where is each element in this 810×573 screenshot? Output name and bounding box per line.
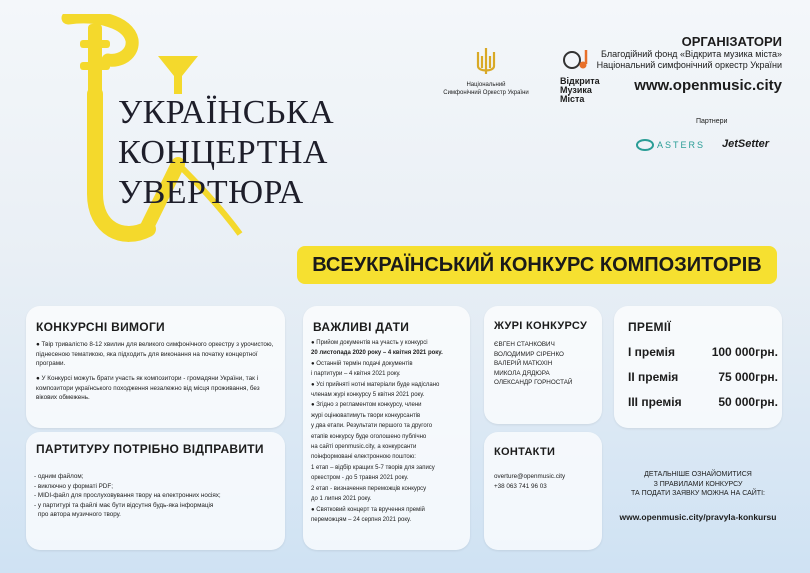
asters-name: ASTERS [657, 140, 706, 150]
details-url[interactable]: www.openmusic.city/pravyla-konkursu [619, 511, 777, 522]
contacts-email[interactable]: overture@openmusic.city [494, 473, 566, 480]
partners-label: Партнери [696, 118, 728, 125]
requirements-p1: ● Твір тривалістю 8-12 хвилин для великого симфонічного оркестру з урочистою, піднесеною тематикою, яка підходить для виконання на початку концертної програми. [36, 341, 274, 368]
date-line: до 1 липня 2021 року. [311, 496, 372, 503]
organizer-orchestra: Національний симфонічний оркестр України [596, 60, 782, 70]
requirements-heading: КОНКУРСНІ ВИМОГИ [36, 320, 165, 334]
score-heading: ПАРТИТУРУ ПОТРІБНО ВІДПРАВИТИ [36, 442, 264, 456]
organizer-fund: Благодійний фонд «Відкрита музика міста» [601, 49, 782, 59]
prizes-heading: ПРЕМІЇ [628, 320, 672, 334]
prize-amount: 75 000грн. [718, 370, 778, 384]
date-line: ● Усі прийняті нотні матеріали буде надіслано [311, 381, 440, 388]
score-item: - у партитурі та файлі має бути відсутня будь-яка інформація [34, 501, 214, 509]
overture-horn-graphic [28, 14, 258, 249]
prize-amount: 50 000грн. [718, 395, 778, 409]
date-line: поінформовані електронною поштою: [311, 454, 416, 461]
jury-heading: ЖУРІ КОНКУРСУ [494, 320, 588, 332]
date-line: і партитури – 4 квітня 2021 року. [311, 371, 401, 378]
score-card [26, 432, 285, 550]
date-line: етапів конкурсу буде оголошено публічно [311, 433, 427, 440]
orchestra-logo-line2: Симфонічний Оркестр України [443, 90, 529, 96]
date-line: ● Останній термін подачі документів [311, 360, 413, 367]
date-line: членам журі конкурсу 5 квітня 2021 року. [311, 392, 425, 399]
prize-row [628, 340, 778, 365]
contacts-card [484, 432, 602, 550]
jury-card [484, 306, 602, 424]
trident-emblem-icon [473, 46, 499, 76]
jury-member: МИКОЛА ДЯДЮРА [494, 369, 550, 377]
details-line2: З ПРАВИЛАМИ КОНКУРСУ [653, 480, 743, 488]
date-line: 1 етап – відбір кращих 5-7 творів для запису [311, 464, 435, 471]
score-item: - виключно у форматі PDF; [34, 482, 113, 490]
title-line-1: УКРАЇНСЬКА [118, 94, 335, 131]
prize-amount: 100 000грн. [711, 345, 778, 359]
orchestra-logo-line1: Національний [466, 82, 506, 88]
jury-member: ЄВГЕН СТАНКОВИЧ [494, 341, 555, 348]
title-line-2: КОНЦЕРТНА [118, 134, 328, 171]
date-line: ● Прийом документів на участь у конкурсі [311, 340, 428, 346]
contacts-heading: КОНТАКТИ [494, 446, 556, 458]
jury-member: ВОЛОДИМИР СІРЕНКО [494, 350, 564, 358]
dates-card [303, 306, 470, 550]
title-line-3: УВЕРТЮРА [118, 174, 304, 211]
prize-label: ІІ премія [628, 370, 679, 384]
prize-row [628, 390, 778, 415]
organizers-heading: ОРГАНІЗАТОРИ [681, 34, 782, 49]
date-line: оркестром - до 5 травня 2021 року. [311, 475, 409, 482]
score-item: про автора музичного твору. [38, 511, 121, 519]
jury-member: ОЛЕКСАНДР ГОРНОСТАЙ [494, 379, 573, 387]
prize-row [628, 365, 778, 390]
prizes-card [614, 306, 782, 428]
date-line: у два етапи. Результати першого та другого [311, 423, 433, 430]
jury-member: ВАЛЕРІЙ МАТЮХІН [494, 360, 553, 368]
organizers-block [592, 34, 782, 94]
details-block [614, 470, 782, 522]
score-item: - одним файлом; [34, 473, 84, 480]
score-item: - MIDI-файл для прослуховування твору на електронних носіях; [34, 492, 221, 500]
contacts-phone[interactable]: +38 063 741 96 03 [494, 483, 547, 490]
details-line1: ДЕТАЛЬНІШЕ ОЗНАЙОМИТИСЯ [644, 471, 752, 478]
dates-list [311, 338, 469, 525]
open-music-line1: Відкрита [560, 76, 600, 86]
date-line: 20 листопада 2020 року – 4 квітня 2021 року. [311, 350, 443, 357]
partner-jetsetter: JetSetter [722, 138, 770, 150]
requirements-p2: ● У Конкурсі можуть брати участь як композитори - громадяни України, так і композитори українського походження незалежно від місця проживання, без вікових обмежень. [36, 375, 260, 402]
jury-list [494, 340, 572, 388]
open-music-line2: Музика [560, 85, 592, 95]
date-line: 2 етап - визначення переможців конкурсу [311, 485, 427, 492]
date-line: ● Згідно з регламентом конкурсу, члени [311, 402, 422, 409]
date-line: журі оцінюватимуть твори конкурсантів [311, 412, 421, 419]
dates-heading: ВАЖЛИВІ ДАТИ [313, 320, 410, 334]
orchestra-logo [436, 46, 536, 97]
date-line: на сайті openmusic.city, а конкурсанти [311, 444, 417, 451]
partner-asters [636, 139, 705, 151]
prize-label: ІІІ премія [628, 395, 682, 409]
details-line3: ТА ПОДАТИ ЗАЯВКУ МОЖНА НА САЙТІ: [631, 490, 765, 497]
date-line: переможцям – 24 серпня 2021 року. [311, 516, 412, 523]
prize-label: І премія [628, 345, 675, 359]
open-music-line3: Міста [560, 94, 585, 104]
competition-banner: ВСЕУКРАЇНСЬКИЙ КОНКУРС КОМПОЗИТОРІВ [297, 246, 777, 284]
asters-logo-icon [636, 139, 654, 151]
requirements-card [26, 306, 285, 428]
prizes-list [628, 340, 778, 415]
organizers-url[interactable]: www.openmusic.city [634, 77, 782, 94]
date-line: ● Святковий концерт та вручення премій [311, 506, 425, 513]
score-list [34, 472, 279, 520]
